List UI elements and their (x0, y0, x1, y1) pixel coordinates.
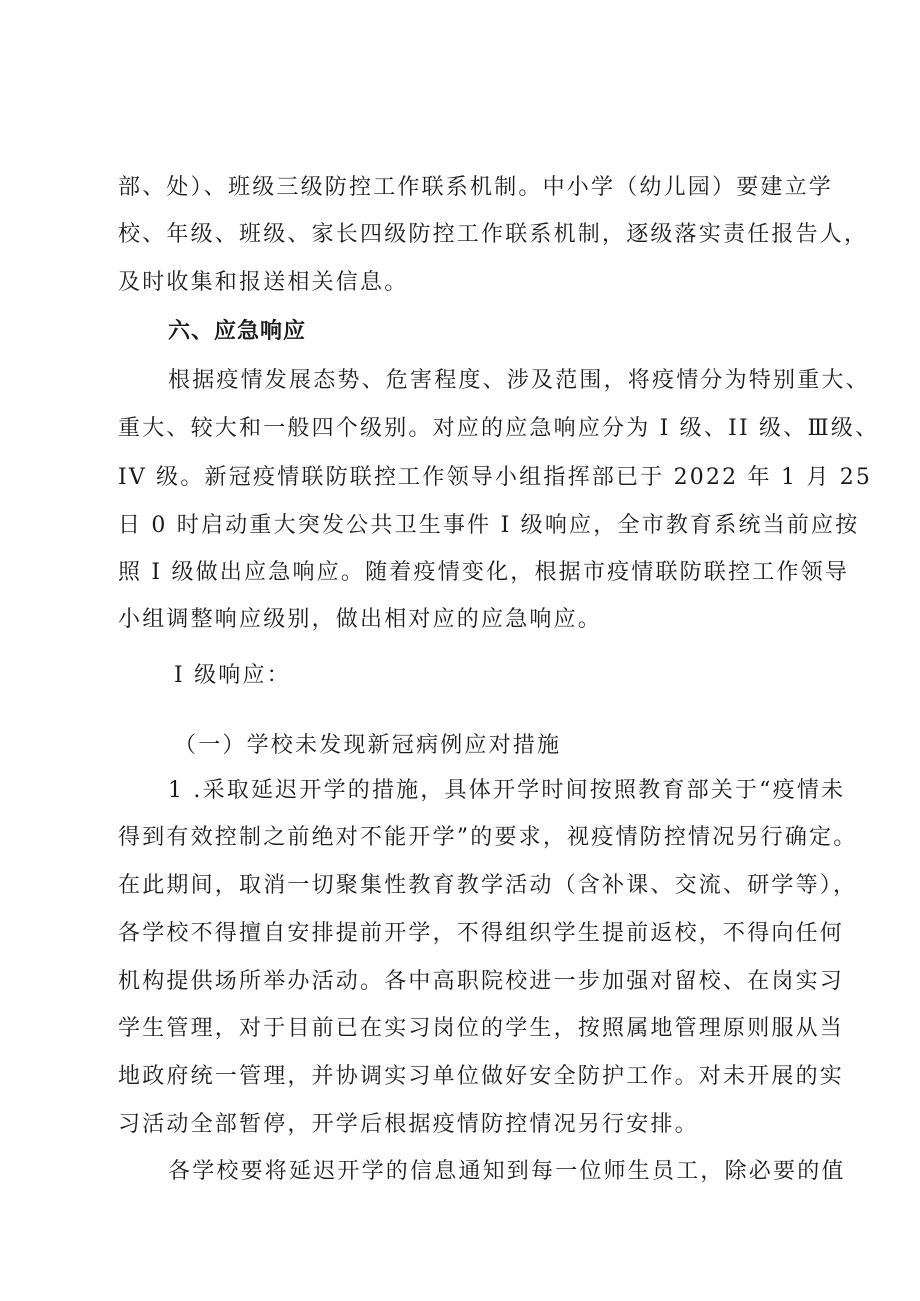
paragraph-line: 在此期间，取消一切聚集性教育教学活动（含补课、交流、研学等）， (118, 873, 858, 898)
subsection-label: I 级响应： (174, 663, 291, 688)
paragraph-line: 重大、较大和一般四个级别。对应的应急响应分为 I 级、II 级、Ⅲ级、 (118, 416, 880, 441)
paragraph-line: IV 级。新冠疫情联防联控工作领导小组指挥部已于 2022 年 1 月 25 (118, 465, 873, 490)
paragraph-line: 照 I 级做出应急响应。随着疫情变化，根据市疫情联防联控工作领导 (118, 560, 850, 585)
paragraph-line: 根据疫情发展态势、危害程度、涉及范围，将疫情分为特别重大、 (168, 368, 870, 393)
paragraph-line: 习活动全部暂停，开学后根据疫情防控情况另行安排。 (118, 1112, 699, 1137)
paragraph-line: 及时收集和报送相关信息。 (118, 270, 409, 295)
paragraph-line: 得到有效控制之前绝对不能开学”的要求，视疫情防控情况另行确定。 (118, 825, 858, 850)
paragraph-line: 各学校不得擅自安排提前开学，不得组织学生提前返校，不得向任何 (118, 921, 845, 946)
paragraph-line: 校、年级、班级、家长四级防控工作联系机制，逐级落实责任报告人， (118, 222, 869, 247)
paragraph-line: 日 0 时启动重大突发公共卫生事件 I 级响应，全市教育系统当前应按 (118, 513, 860, 538)
section-heading: 六、应急响应 (168, 318, 307, 344)
paragraph-line: 学生管理，对于目前已在实习岗位的学生，按照属地管理原则服从当 (118, 1016, 845, 1041)
paragraph-line: 部、处）、班级三级防控工作联系机制。中小学（幼儿园）要建立学 (118, 175, 834, 200)
paragraph-line: 机构提供场所举办活动。各中高职院校进一步加强对留校、在岗实习 (118, 969, 845, 994)
subsection-heading: （一）学校未发现新冠病例应对措施 (174, 733, 562, 758)
paragraph-line: 小组调整响应级别，做出相对应的应急响应。 (118, 607, 603, 632)
paragraph-line: 地政府统一管理，并协调实习单位做好安全防护工作。对未开展的实 (118, 1064, 845, 1089)
paragraph-line: 各学校要将延迟开学的信息通知到每一位师生员工，除必要的值 (168, 1159, 846, 1184)
paragraph-line: 1 .采取延迟开学的措施，具体开学时间按照教育部关于“疫情未 (168, 778, 846, 803)
